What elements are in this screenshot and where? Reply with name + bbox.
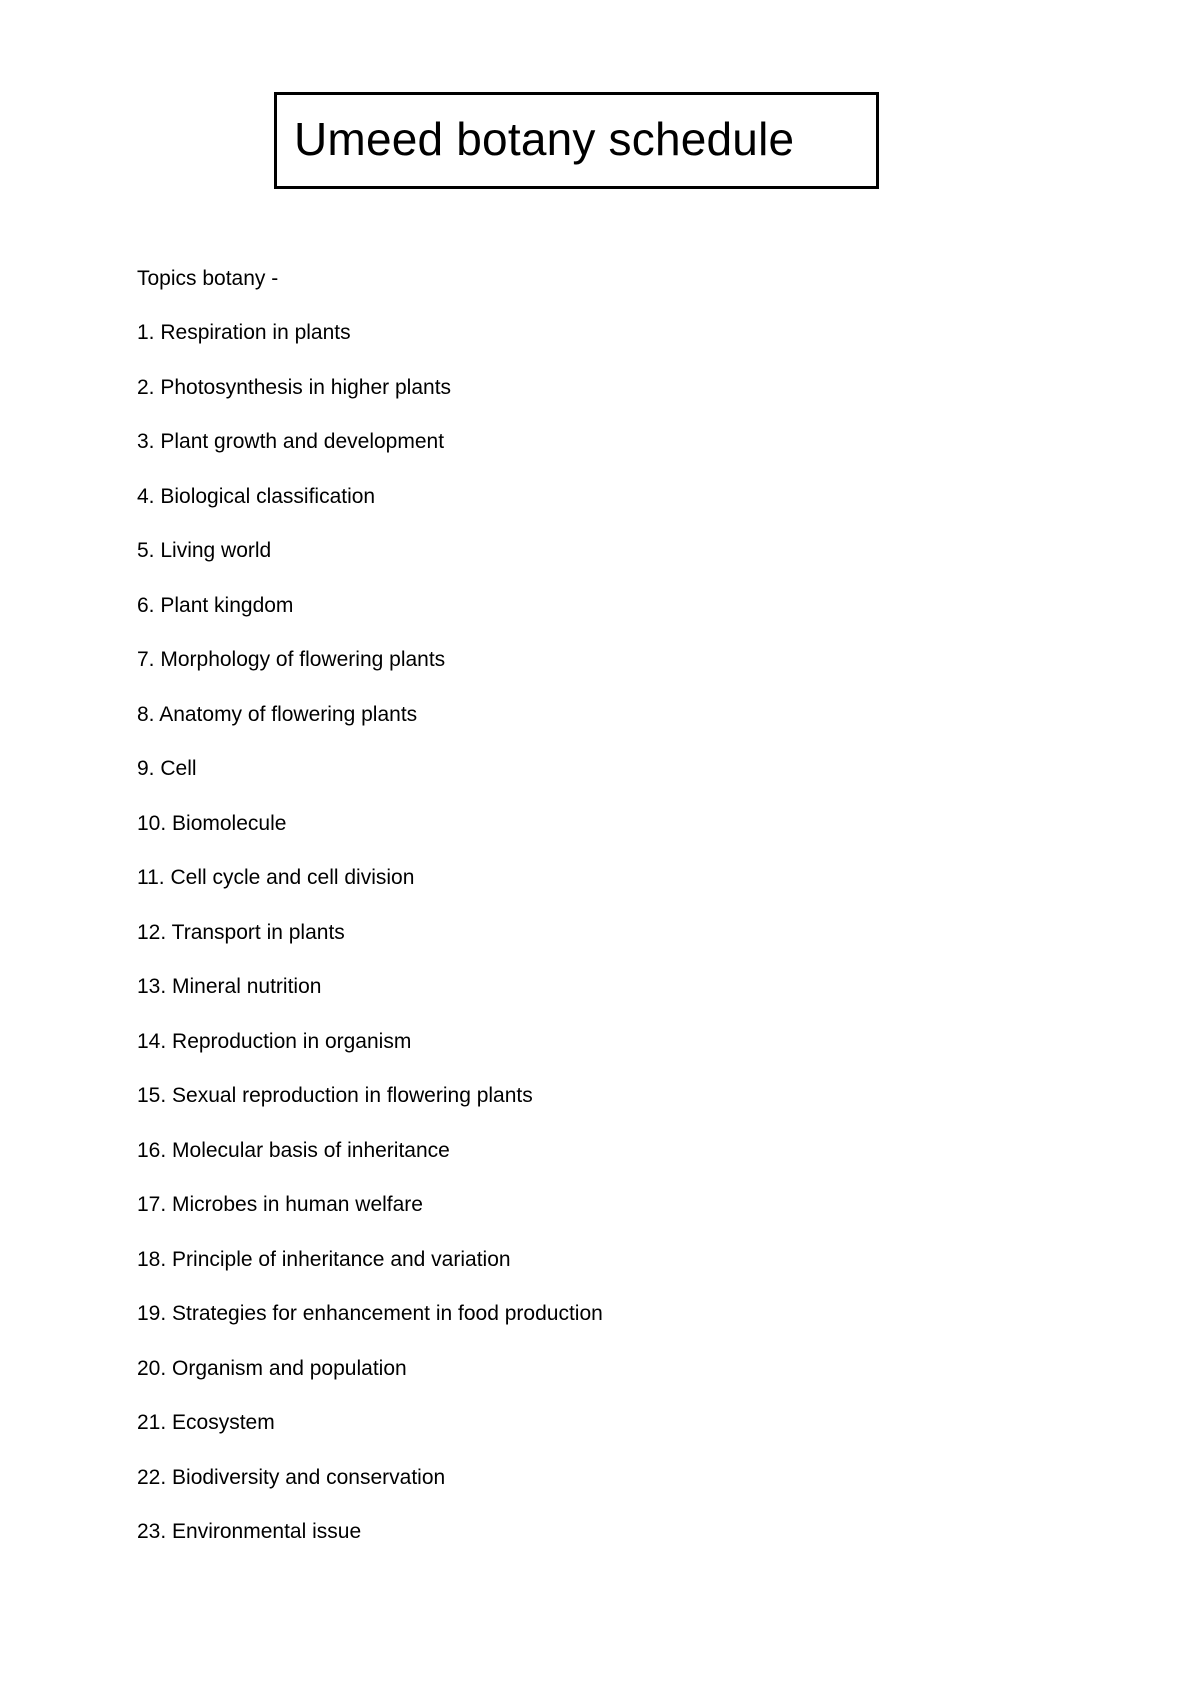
topic-item: 13. Mineral nutrition [137, 975, 322, 998]
topic-item: 7. Morphology of flowering plants [137, 648, 446, 671]
topic-item: 20. Organism and population [137, 1356, 407, 1380]
topic-item: 5. Living world [137, 539, 272, 562]
topic-item: 1. Respiration in plants [137, 321, 351, 344]
topics-heading: Topics botany - [137, 267, 279, 290]
topic-item: 22. Biodiversity and conservation [137, 1465, 446, 1489]
topic-item: 6. Plant kingdom [137, 593, 294, 617]
title-box [274, 92, 879, 189]
topic-list [137, 320, 603, 1574]
topic-item: 16. Molecular basis of inheritance [137, 1138, 450, 1162]
topic-item: 9. Cell [137, 757, 197, 780]
topic-item: 3. Plant growth and development [137, 430, 445, 453]
topic-item: 8. Anatomy of flowering plants [137, 702, 418, 726]
topic-item: 19. Strategies for enhancement in food production [137, 1302, 603, 1325]
topic-item: 17. Microbes in human welfare [137, 1193, 423, 1216]
topic-item: 21. Ecosystem [137, 1411, 275, 1434]
topic-item: 11. Cell cycle and cell division [137, 866, 415, 889]
document-title: Umeed botany schedule [294, 113, 795, 165]
topic-item: 14. Reproduction in organism [137, 1029, 412, 1053]
topic-item: 15. Sexual reproduction in flowering plants [137, 1084, 533, 1107]
topic-item: 23. Environmental issue [137, 1520, 362, 1543]
topic-item: 4. Biological classification [137, 484, 376, 508]
topic-item: 12. Transport in plants [137, 920, 345, 944]
topic-item: 10. Biomolecule [137, 811, 287, 835]
topic-item: 18. Principle of inheritance and variation [137, 1247, 511, 1271]
topic-item: 2. Photosynthesis in higher plants [137, 375, 452, 399]
